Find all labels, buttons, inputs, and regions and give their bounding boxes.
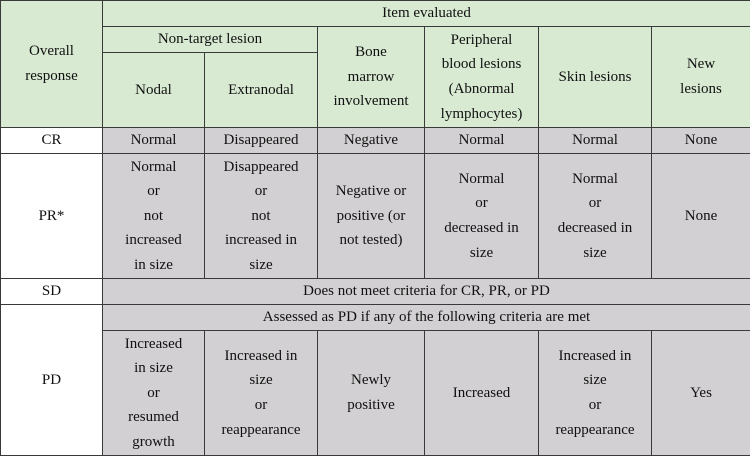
pd-peripheral-blood: Increased xyxy=(425,331,539,456)
pd-criteria-note: Assessed as PD if any of the following criteria are met xyxy=(103,305,750,331)
table-row-pd xyxy=(1,331,750,456)
pr-new-lesions: None xyxy=(652,154,750,279)
cr-skin: Normal xyxy=(539,128,652,154)
header-row-2 xyxy=(1,27,750,53)
table-row-sd xyxy=(1,279,750,305)
item-evaluated-header: Item evaluated xyxy=(103,1,750,27)
cr-bone-marrow: Negative xyxy=(318,128,425,154)
pd-new-lesions: Yes xyxy=(652,331,750,456)
peripheral-blood-header: Peripheral blood lesions (Abnormal lymphocytes) xyxy=(425,27,539,128)
bone-marrow-header: Bone marrow involvement xyxy=(318,27,425,128)
sd-criteria: Does not meet criteria for CR, PR, or PD xyxy=(103,279,750,305)
table-row-pr xyxy=(1,154,750,279)
cr-peripheral-blood: Normal xyxy=(425,128,539,154)
response-label-pr: PR* xyxy=(1,154,103,279)
response-label-cr: CR xyxy=(1,128,103,154)
pd-extranodal: Increased in size or reappearance xyxy=(205,331,318,456)
cr-extranodal: Disappeared xyxy=(205,128,318,154)
new-lesions-header: New lesions xyxy=(652,27,750,128)
pr-extranodal: Disappeared or not increased in size xyxy=(205,154,318,279)
pd-bone-marrow: Newly positive xyxy=(318,331,425,456)
cr-nodal: Normal xyxy=(103,128,205,154)
non-target-lesion-header: Non-target lesion xyxy=(103,27,318,53)
header-row-1 xyxy=(1,1,750,27)
cr-new-lesions: None xyxy=(652,128,750,154)
overall-response-header: Overall response xyxy=(1,1,103,128)
skin-lesions-header: Skin lesions xyxy=(539,27,652,128)
pd-nodal: Increased in size or resumed growth xyxy=(103,331,205,456)
pr-bone-marrow: Negative or positive (or not tested) xyxy=(318,154,425,279)
pd-skin: Increased in size or reappearance xyxy=(539,331,652,456)
table-row-cr xyxy=(1,128,750,154)
response-label-sd: SD xyxy=(1,279,103,305)
table-row-pd-criteria xyxy=(1,305,750,331)
pr-skin: Normal or decreased in size xyxy=(539,154,652,279)
response-label-pd: PD xyxy=(1,305,103,456)
pr-peripheral-blood: Normal or decreased in size xyxy=(425,154,539,279)
pr-nodal: Normal or not increased in size xyxy=(103,154,205,279)
nodal-header: Nodal xyxy=(103,53,205,128)
extranodal-header: Extranodal xyxy=(205,53,318,128)
